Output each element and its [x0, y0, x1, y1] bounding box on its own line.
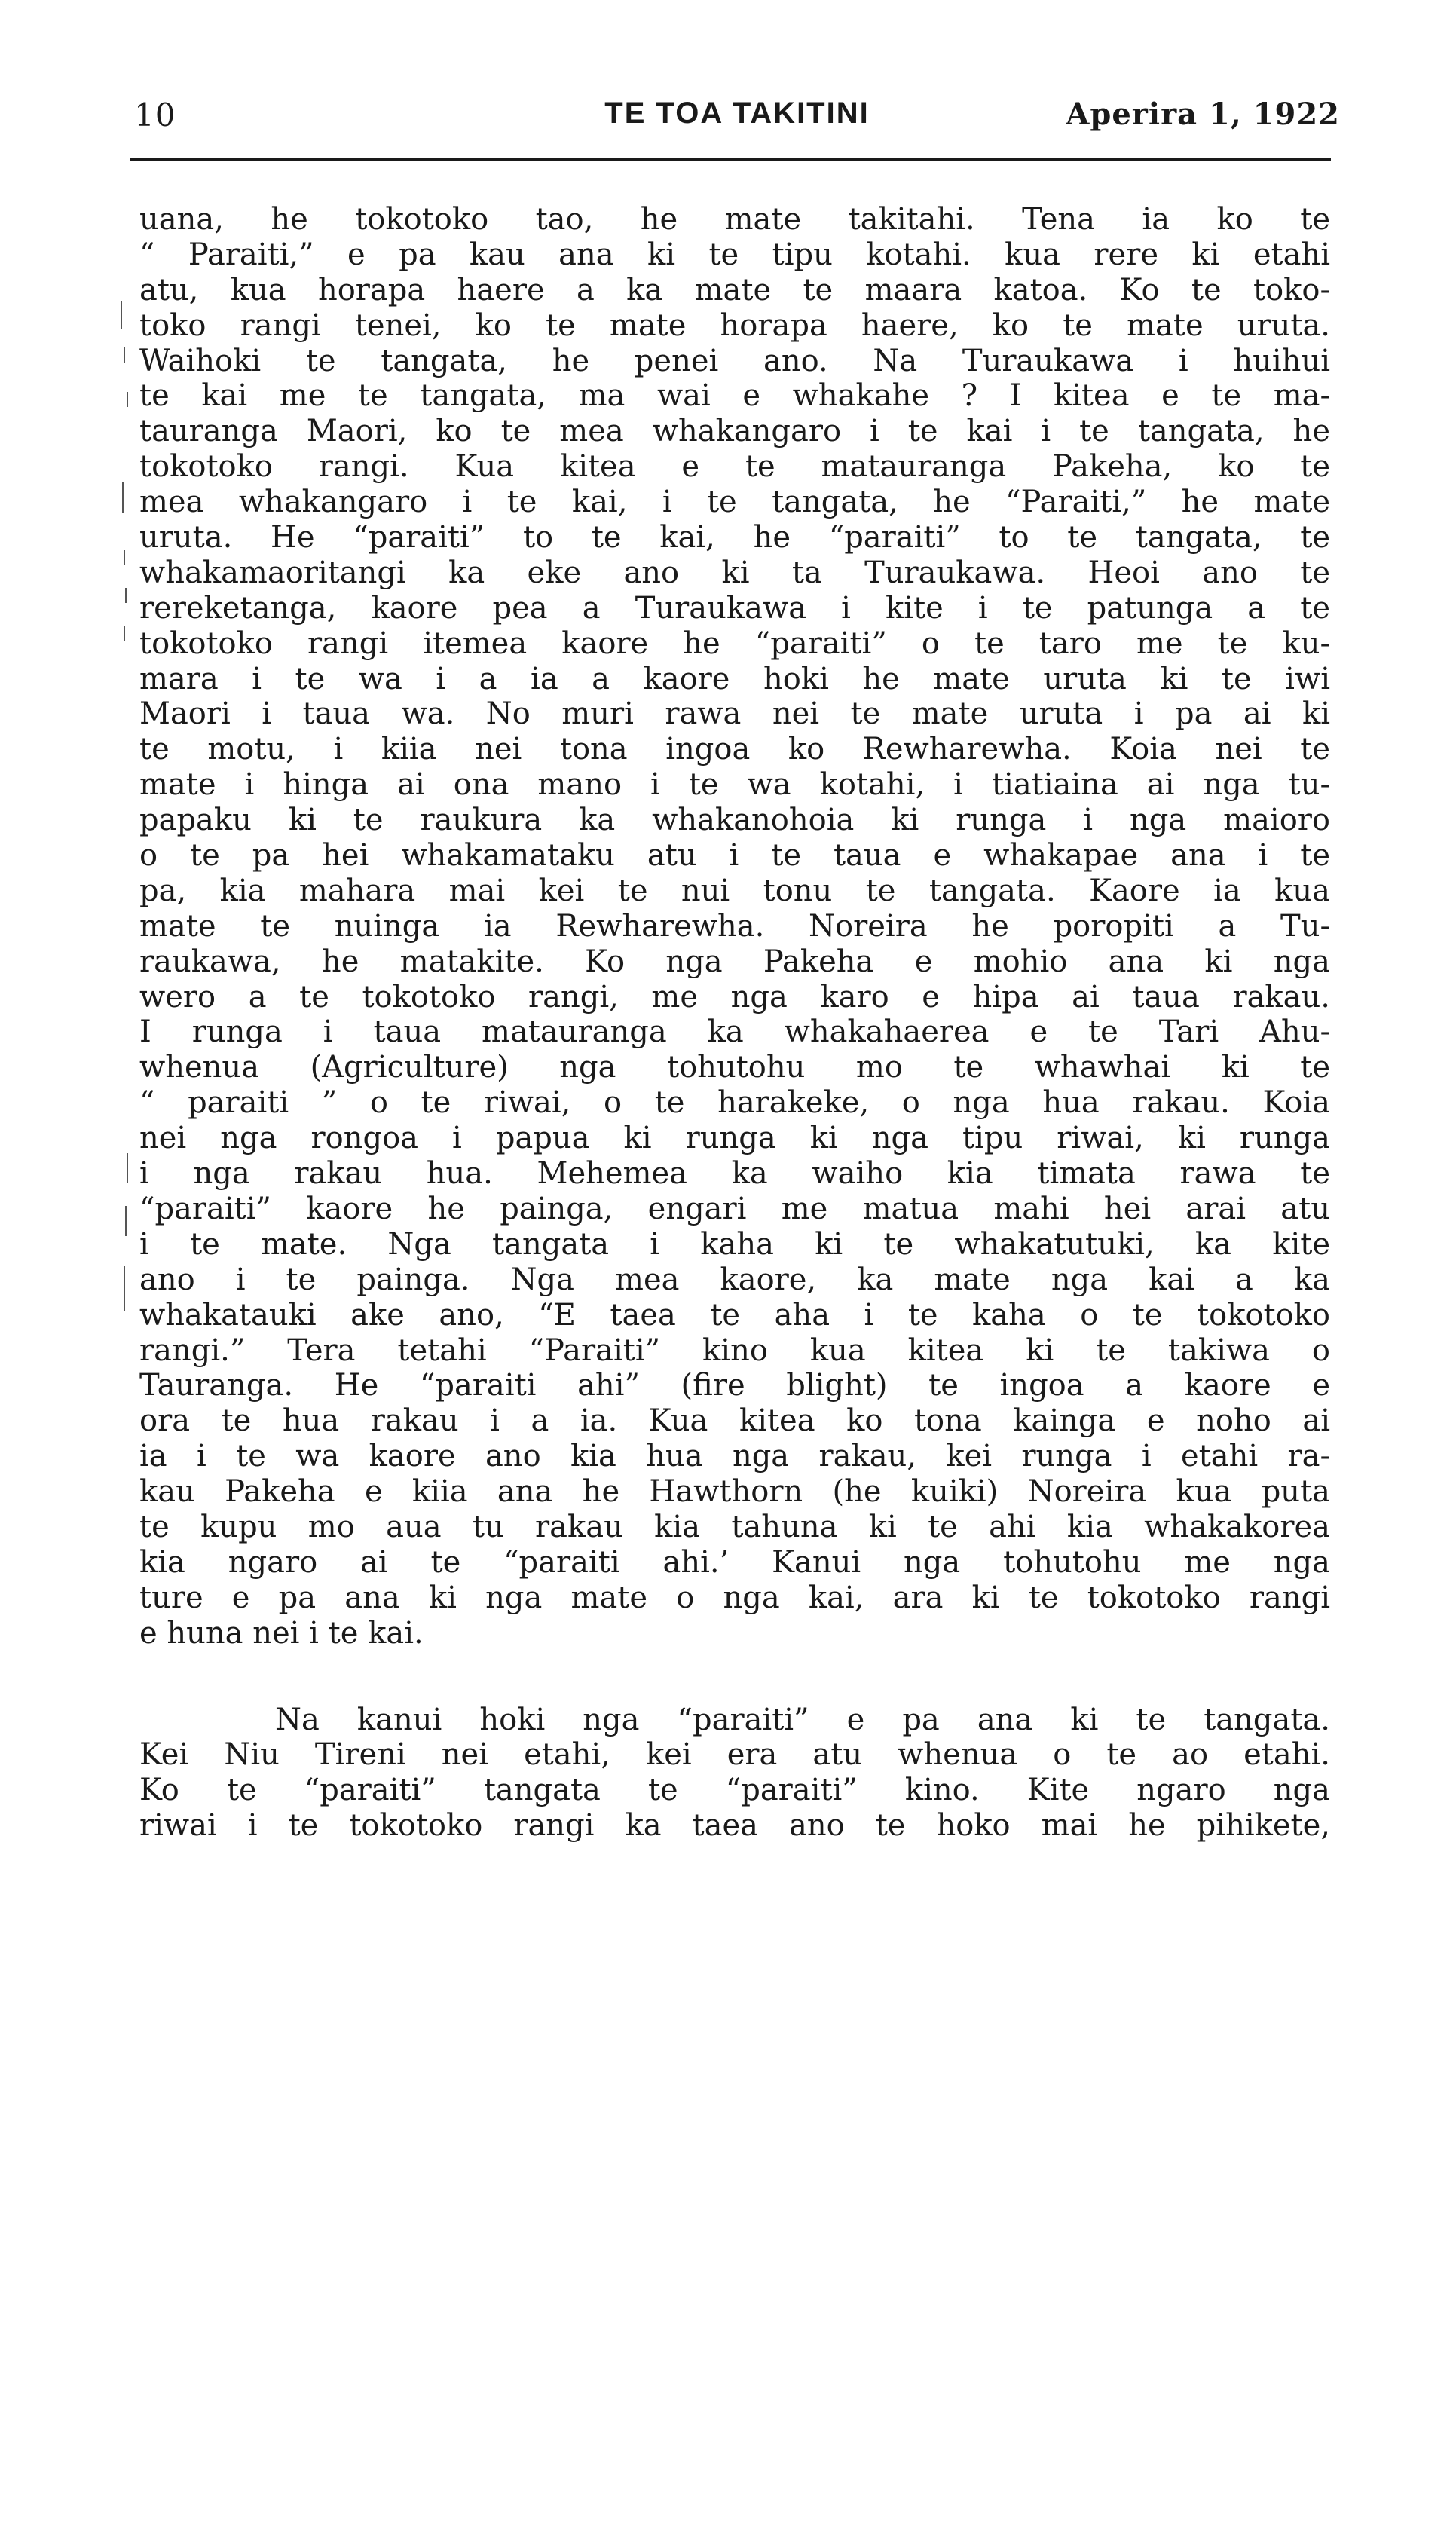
text-line: ture e pa ana ki nga mate o nga kai, ara ki te tokotoko rangi: [139, 1580, 1330, 1615]
text-line: i nga rakau hua. Mehemea ka waiho kia timata rawa te: [139, 1156, 1330, 1192]
text-line: tokotoko rangi itemea kaore he “paraiti” o te taro me te ku-: [139, 626, 1330, 661]
text-line: i te mate. Nga tangata i kaha ki te whakatutuki, ka kite: [139, 1226, 1330, 1262]
text-line: “ Paraiti,” e pa kau ana ki te tipu kotahi. kua rere ki etahi: [139, 237, 1330, 272]
text-line: atu, kua horapa haere a ka mate te maara katoa. Ko te toko-: [139, 272, 1330, 308]
paragraph-gap: [139, 1651, 1330, 1703]
text-line: whakatauki ake ano, “E taea te aha i te kaha o te tokotoko: [139, 1297, 1330, 1333]
text-line: I runga i taua matauranga ka whakahaerea e te Tari Ahu-: [139, 1014, 1330, 1050]
page-number: 10: [134, 96, 176, 133]
text-line: nei nga rongoa i papua ki runga ki nga tipu riwai, ki runga: [139, 1121, 1330, 1156]
text-line: tokotoko rangi. Kua kitea e te matauranga Pakeha, ko te: [139, 449, 1330, 485]
text-line: mate te nuinga ia Rewharewha. Noreira he poropiti a Tu-: [139, 908, 1330, 944]
text-line: wero a te tokotoko rangi, me nga karo e hipa ai taua rakau.: [139, 979, 1330, 1014]
paragraph-1: [139, 202, 1330, 1651]
text-line: “ paraiti ” o te riwai, o te harakeke, o nga hua rakau. Koia: [139, 1085, 1330, 1121]
text-line: Ko te “paraiti” tangata te “paraiti” kino. Kite ngaro nga: [139, 1773, 1330, 1808]
text-line: ia i te wa kaore ano kia hua nga rakau, kei runga i etahi ra-: [139, 1439, 1330, 1474]
text-line: Maori i taua wa. No muri rawa nei te mate uruta i pa ai ki: [139, 696, 1330, 732]
text-line: ano i te painga. Nga mea kaore, ka mate nga kai a ka: [139, 1262, 1330, 1297]
paragraph-2: [139, 1703, 1330, 1844]
text-line: kau Pakeha e kiia ana he Hawthorn (he kuiki) Noreira kua puta: [139, 1474, 1330, 1510]
page-header: [134, 96, 1340, 149]
text-line: rangi.” Tera tetahi “Paraiti” kino kua kitea ki te takiwa o: [139, 1333, 1330, 1368]
text-line: te kai me te tangata, ma wai e whakahe ? I kitea e te ma-: [139, 378, 1330, 414]
text-line: rereketanga, kaore pea a Turaukawa i kite i te patunga a te: [139, 590, 1330, 626]
text-line: Waihoki te tangata, he penei ano. Na Turaukawa i huihui: [139, 343, 1330, 378]
text-line: e huna nei i te kai.: [139, 1615, 424, 1651]
text-line: papaku ki te raukura ka whakanohoia ki runga i nga maioro: [139, 803, 1330, 838]
text-line: uruta. He “paraiti” to te kai, he “paraiti” to te tangata, te: [139, 520, 1330, 555]
text-line: “paraiti” kaore he painga, engari me matua mahi hei arai atu: [139, 1191, 1330, 1226]
text-line: ora te hua rakau i a ia. Kua kitea ko tona kainga e noho ai: [139, 1403, 1330, 1439]
text-line: whakamaoritangi ka eke ano ki ta Turaukawa. Heoi ano te: [139, 555, 1330, 590]
running-title: TE TOA TAKITINI: [604, 96, 870, 130]
text-line: Tauranga. He “paraiti ahi” (fire blight) te ingoa a kaore e: [139, 1368, 1330, 1403]
text-line: kia ngaro ai te “paraiti ahi.’ Kanui nga tohutohu me nga: [139, 1544, 1330, 1580]
text-line: te motu, i kiia nei tona ingoa ko Rewharewha. Koia nei te: [139, 732, 1330, 767]
issue-date: Aperira 1, 1922: [1066, 96, 1340, 132]
article-body: [139, 202, 1330, 1844]
text-line: Na kanui hoki nga “paraiti” e pa ana ki te tangata.: [275, 1702, 1330, 1737]
text-line: tauranga Maori, ko te mea whakangaro i te kai i te tangata, he: [139, 414, 1330, 449]
text-line: Kei Niu Tireni nei etahi, kei era atu whenua o te ao etahi.: [139, 1737, 1330, 1773]
text-line: mara i te wa i a ia a kaore hoki he mate uruta ki te iwi: [139, 661, 1330, 696]
text-line: mate i hinga ai ona mano i te wa kotahi, i tiatiaina ai nga tu-: [139, 767, 1330, 803]
text-line: whenua (Agriculture) nga tohutohu mo te whawhai ki te: [139, 1050, 1330, 1085]
text-line: toko rangi tenei, ko te mate horapa haere, ko te mate uruta.: [139, 308, 1330, 343]
text-line: mea whakangaro i te kai, i te tangata, he “Paraiti,” he mate: [139, 485, 1330, 520]
text-line: te kupu mo aua tu rakau kia tahuna ki te ahi kia whakakorea: [139, 1509, 1330, 1544]
text-line: raukawa, he matakite. Ko nga Pakeha e mohio ana ki nga: [139, 944, 1330, 979]
text-line: uana, he tokotoko tao, he mate takitahi. Tena ia ko te: [139, 202, 1330, 237]
header-rule: [130, 158, 1331, 161]
text-line: o te pa hei whakamataku atu i te taua e whakapae ana i te: [139, 838, 1330, 874]
text-line: riwai i te tokotoko rangi ka taea ano te hoko mai he pihikete,: [139, 1808, 1330, 1844]
text-line: pa, kia mahara mai kei te nui tonu te tangata. Kaore ia kua: [139, 873, 1330, 908]
